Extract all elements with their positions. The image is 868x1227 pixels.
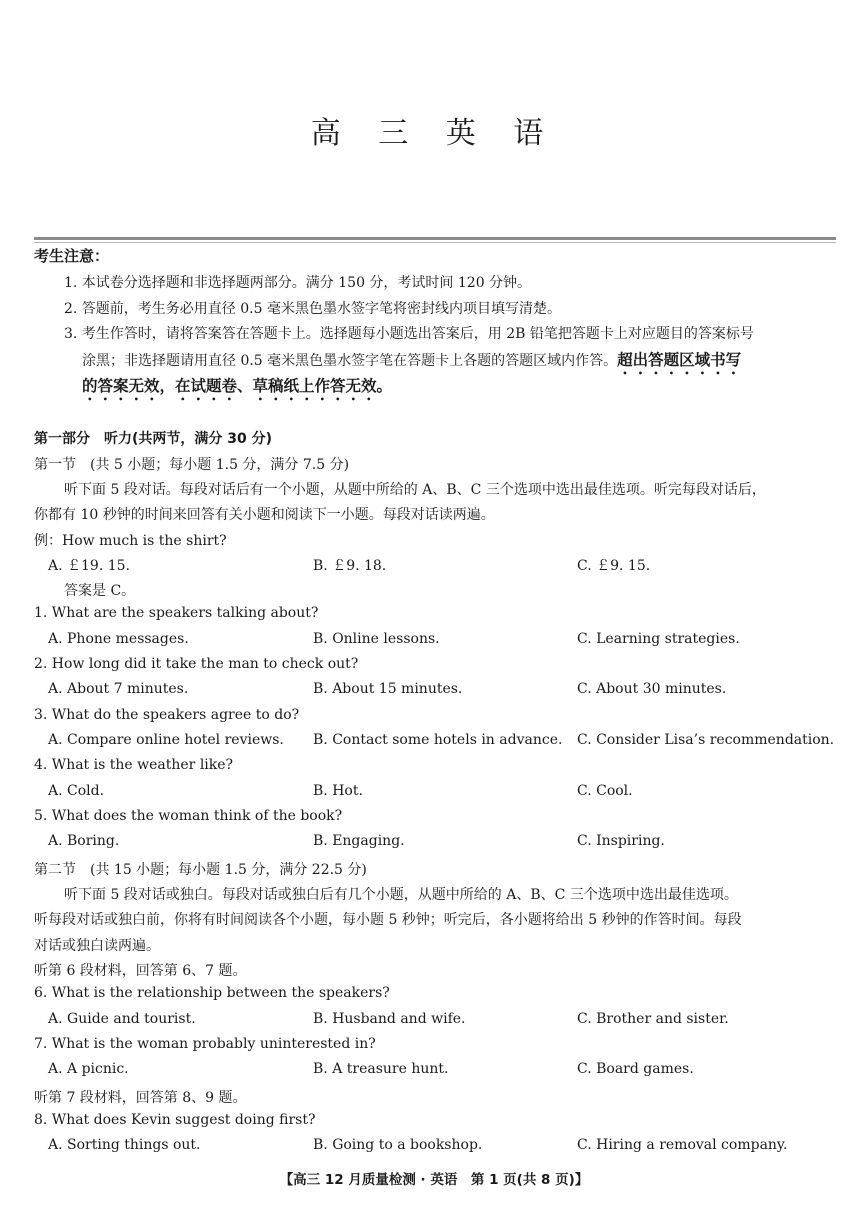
header-rule <box>34 237 836 240</box>
example-option-c: C. ￡9. 15. <box>577 558 651 574</box>
question-1-option-b: B. Online lessons. <box>313 631 440 647</box>
question-2-option-b: B. About 15 minutes. <box>313 681 463 697</box>
question-7-option-c: C. Board games. <box>577 1061 694 1077</box>
question-6: 6. What is the relationship between the speakers? <box>34 985 390 1001</box>
question-6-option-c: C. Brother and sister. <box>577 1011 729 1027</box>
question-1-option-a: A. Phone messages. <box>48 631 189 647</box>
question-5-option-c: C. Inspiring. <box>577 833 665 849</box>
question-6-option-a: A. Guide and tourist. <box>48 1011 196 1027</box>
notice-item-2: 2. 答题前，考生务必用直径 0.5 毫米黑色墨水签字笔将密封线内项目填写清楚。 <box>64 301 561 317</box>
question-7-option-a: A. A picnic. <box>48 1061 129 1077</box>
notice-item-3: 3. 考生作答时，请将答案答在答题卡上。选择题每小题选出答案后，用 2B 铅笔把答题卡上对应题目的答案标号 <box>64 326 754 342</box>
section2-instructions-end: 对话或独白读两遍。 <box>34 938 160 954</box>
question-4: 4. What is the weather like? <box>34 757 234 773</box>
example-answer: 答案是 C。 <box>64 583 136 599</box>
notice-emphasis: 超出答题区域书写 <box>617 351 742 369</box>
question-4-option-a: A. Cold. <box>48 783 105 799</box>
question-3-option-c: C. Consider Lisa’s recommendation. <box>577 732 835 748</box>
question-3-option-b: B. Contact some hotels in advance. <box>313 732 563 748</box>
notice-emphasis-cont: 的答案无效，在试题卷、草稿纸上作答无效。 <box>82 377 393 395</box>
part1-heading: 第一部分 听力(共两节，满分 30 分) <box>34 431 273 447</box>
question-8-option-c: C. Hiring a removal company. <box>577 1137 788 1153</box>
section1-instructions-cont: 你都有 10 秒钟的时间来回答有关小题和阅读下一小题。每段对话读两遍。 <box>34 507 495 523</box>
question-5: 5. What does the woman think of the book? <box>34 808 343 824</box>
header-rule-thin <box>34 242 836 243</box>
section2-instructions-cont: 听每段对话或独白前，你将有时间阅读各个小题，每小题 5 秒钟；听完后，各小题将给出 5 秒钟的作答时间。每段 <box>34 912 742 928</box>
question-8-option-a: A. Sorting things out. <box>48 1137 201 1153</box>
question-8: 8. What does Kevin suggest doing first? <box>34 1112 316 1128</box>
example-option-b: B. ￡9. 18. <box>313 558 387 574</box>
section1-instructions: 听下面 5 段对话。每段对话后有一个小题，从题中所给的 A、B、C 三个选项中选出最佳选项。听完每段对话后， <box>64 482 766 498</box>
section2-instructions: 听下面 5 段对话或独白。每段对话或独白后有几个小题，从题中所给的 A、B、C 三个选项中选出最佳选项。 <box>64 887 738 903</box>
question-5-option-b: B. Engaging. <box>313 833 405 849</box>
example-question: 例：How much is the shirt? <box>34 533 227 549</box>
question-1: 1. What are the speakers talking about? <box>34 605 319 621</box>
question-3: 3. What do the speakers agree to do? <box>34 707 300 723</box>
question-2: 2. How long did it take the man to check out? <box>34 656 359 672</box>
question-8-option-b: B. Going to a bookshop. <box>313 1137 483 1153</box>
question-7-option-b: B. A treasure hunt. <box>313 1061 449 1077</box>
question-2-option-a: A. About 7 minutes. <box>48 681 189 697</box>
example-option-a: A. ￡19. 15. <box>48 558 130 574</box>
notice-item-1: 1. 本试卷分选择题和非选择题两部分。满分 150 分，考试时间 120 分钟。 <box>64 275 532 291</box>
question-2-option-c: C. About 30 minutes. <box>577 681 727 697</box>
question-5-option-a: A. Boring. <box>48 833 120 849</box>
question-3-option-a: A. Compare online hotel reviews. <box>48 732 284 748</box>
material-7-label: 听第 7 段材料，回答第 8、9 题。 <box>34 1090 247 1106</box>
question-4-option-c: C. Cool. <box>577 783 633 799</box>
material-6-label: 听第 6 段材料，回答第 6、7 题。 <box>34 963 247 979</box>
section1-heading: 第一节 (共 5 小题；每小题 1.5 分，满分 7.5 分) <box>34 457 350 473</box>
page-footer: 【高三 12 月质量检测 · 英语 第 1 页(共 8 页)】 <box>279 1172 589 1188</box>
question-1-option-c: C. Learning strategies. <box>577 631 740 647</box>
question-7: 7. What is the woman probably uninterested in? <box>34 1036 376 1052</box>
notice-heading: 考生注意： <box>34 247 110 265</box>
page-title: 高 三 英 语 <box>310 116 558 151</box>
section2-heading: 第二节 (共 15 小题；每小题 1.5 分，满分 22.5 分) <box>34 862 367 878</box>
question-4-option-b: B. Hot. <box>313 783 363 799</box>
notice-item-3-text: 涂黑；非选择题请用直径 0.5 毫米黑色墨水签字笔在答题卡上各题的答题区域内作答。 <box>82 353 618 369</box>
question-6-option-b: B. Husband and wife. <box>313 1011 466 1027</box>
